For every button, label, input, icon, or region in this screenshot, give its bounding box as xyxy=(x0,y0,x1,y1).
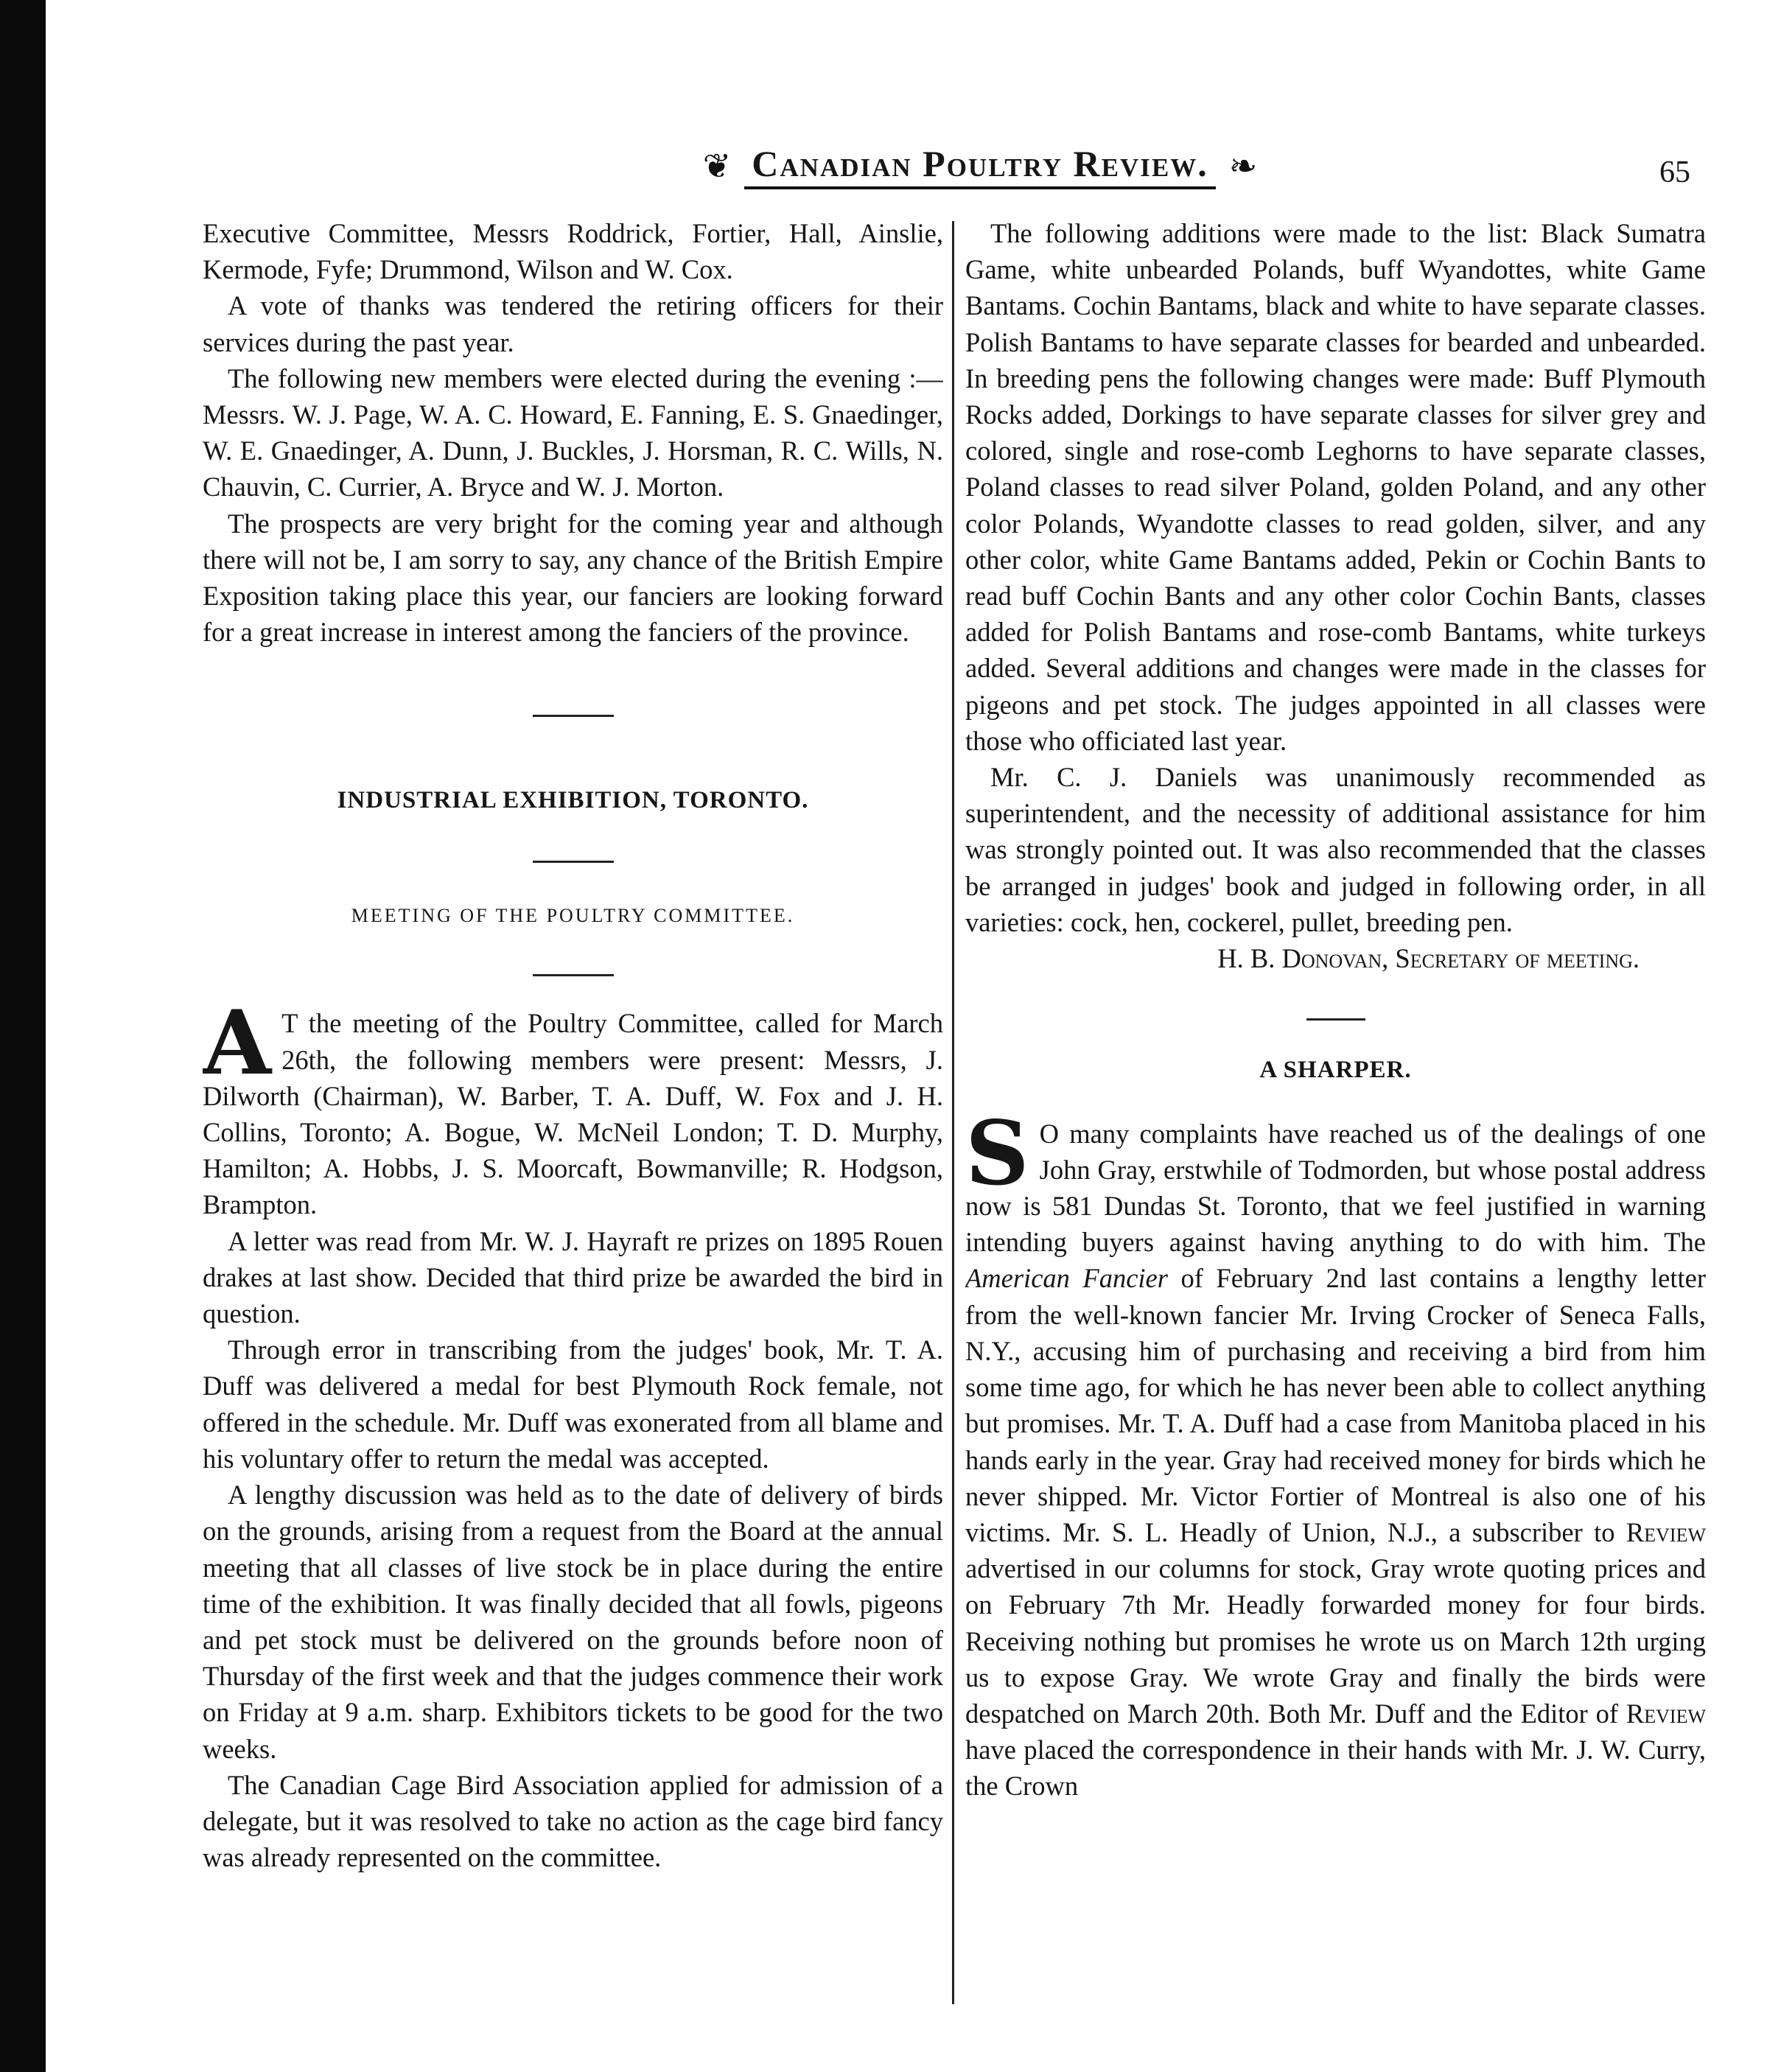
section-heading-sharper: A SHARPER. xyxy=(1259,1057,1412,1084)
right-paragraph-3-text-a: O many complaints have reached us of the dealings of one John Gray, erstwhile of Todmorden, but whose postal address now is 581 Dundas St. Toronto, that we feel justified in warning intending buyers against having anything to do with him. The xyxy=(965,1118,1706,1258)
masthead-title: Canadian Poultry Review. xyxy=(744,142,1215,189)
section-divider xyxy=(203,694,943,730)
dropcap-a: A xyxy=(203,991,272,1096)
right-paragraph-3-text-c: advertised in our columns for stock, Gray wrote quoting prices and on February 7th Mr. Headly forwarded money for four birds. Receiving nothing but promises he wrote us on March 12th urging us to expose Gray. We wrote Gray and finally the birds were despatched on March 20th. Both Mr. Duff and the Editor of xyxy=(965,1553,1706,1729)
section-divider xyxy=(203,841,943,877)
section-heading-exhibition: INDUSTRIAL EXHIBITION, TORONTO. xyxy=(337,786,809,813)
scan-edge-shadow xyxy=(0,0,46,2072)
right-paragraph-3-text-d: have placed the correspondence in their hands with Mr. J. W. Curry, the Crown xyxy=(965,1735,1706,1802)
ornament-left-icon: ❦ xyxy=(702,146,732,186)
left-paragraph-6: A letter was read from Mr. W. J. Hayraft re prizes on 1895 Rouen drakes at last show. Decided that third prize be awarded the bird in question. xyxy=(203,1225,943,1329)
left-paragraph-2: A vote of thanks was tendered the retiring officers for their services during the past year. xyxy=(203,290,943,357)
section-divider xyxy=(203,954,943,990)
masthead xyxy=(663,136,1297,195)
right-paragraph-2: Mr. C. J. Daniels was unanimously recommended as superintendent, and the necessity of additional assistance for him was strongly pointed out. It was also recommended that the classes be arranged in judges' book and judged in following order, in all varieties: cock, hen, cockerel, pullet, breeding pen. xyxy=(965,762,1706,937)
left-paragraph-8: A lengthy discussion was held as to the date of delivery of birds on the grounds, arising from a request from the Board at the annual meeting that all classes of live stock be in place during the entire time of the exhibition. It was finally decided that all fowls, pigeons and pet stock must be delivered on the grounds before noon of Thursday of the first week and that the judges commence their work on Friday at 9 a.m. sharp. Exhibitors tickets to be good for the two weeks. xyxy=(203,1480,943,1764)
left-paragraph-7: Through error in transcribing from the judges' book, Mr. T. A. Duff was delivered a medal for best Plymouth Rock female, not offered in the schedule. Mr. Duff was exonerated from all blame and his voluntary offer to return the medal was accepted. xyxy=(203,1334,943,1474)
section-subheading-meeting: MEETING OF THE POULTRY COMMITTEE. xyxy=(351,905,795,927)
left-paragraph-3: The following new members were elected during the evening :—Messrs. W. J. Page, W. A. C. Howard, E. Fanning, E. S. Gnaedinger, W. E. Gnaedinger, A. Dunn, J. Buckles, J. Horsman, R. C. Wills, N. Chauvin, C. Currier, A. Bryce and W. J. Morton. xyxy=(203,363,943,503)
left-paragraph-5 xyxy=(203,991,943,1222)
section-divider xyxy=(965,998,1706,1035)
dropcap-s: S xyxy=(965,1101,1029,1205)
publication-title: American Fancier xyxy=(965,1263,1168,1294)
review-smallcaps: Review xyxy=(1626,1698,1706,1729)
left-column xyxy=(203,215,943,2013)
right-column xyxy=(965,215,1706,2013)
ornament-right-icon: ❧ xyxy=(1228,146,1258,186)
column-rule xyxy=(952,221,954,2004)
left-paragraph-1: Executive Committee, Messrs Roddrick, Fortier, Hall, Ainslie, Kermode, Fyfe; Drummond, Wilson and W. Cox. xyxy=(203,218,943,285)
right-paragraph-1: The following additions were made to the list: Black Sumatra Game, white unbearded Polands, buff Wyandottes, white Game Bantams. Cochin Bantams, black and white to have separate classes. Polish Bantams to have separate classes for bearded and unbearded. In breeding pens the following changes were made: Buff Plymouth Rocks added, Dorkings to have separate classes for silver grey and colored, single and rose-comb Leghorns to have separate classes, Poland classes to read silver Poland, golden Poland, and any other color Polands, Wyandotte classes to read golden, silver, and any other color, white Game Bantams added, Pekin or Cochin Bants to read buff Cochin Bants and any other color Cochin Bants, classes added for Polish Bantams and rose-comb Bantams, white turkeys added. Several additions and changes were made in the classes for pigeons and pet stock. The judges appointed in all classes were those who officiated last year. xyxy=(965,218,1706,756)
review-smallcaps: Review xyxy=(1626,1516,1706,1547)
left-paragraph-5-text: T the meeting of the Poultry Committee, called for March 26th, the following members were present: Messrs, J. Dilworth (Chairman), W. Barber, T. A. Duff, W. Fox and J. H. Collins, Toronto; A. Bogue, W. McNeil London; T. D. Murphy, Hamilton; A. Hobbs, J. S. Moorcaft, Bowmanville; R. Hodgson, Brampton. xyxy=(203,1008,943,1220)
left-paragraph-4: The prospects are very bright for the coming year and although there will not be, I am sorry to say, any chance of the British Empire Exposition taking place this year, our fanciers are looking forward for a great increase in interest among the fanciers of the province. xyxy=(203,508,943,648)
right-paragraph-3-text-b: of February 2nd last contains a lengthy letter from the well-known fancier Mr. Irving Crocker of Seneca Falls, N.Y., accusing him of purchasing and receiving a bird from him some time ago, for which he has never been able to collect anything but promises. Mr. T. A. Duff had a case from Manitoba placed in his hands early in the year. Gray had received money for birds which he never shipped. Mr. Victor Fortier of Montreal is also one of his victims. Mr. S. L. Headly of Union, N.J., a subscriber to xyxy=(965,1263,1706,1547)
secretary-signature: H. B. Donovan, Secretary of meeting. xyxy=(1217,943,1640,974)
left-paragraph-9: The Canadian Cage Bird Association applied for admission of a delegate, but it was resolved to take no action as the cage bird fancy was already represented on the committee. xyxy=(203,1769,943,1873)
page-number: 65 xyxy=(1659,155,1690,189)
right-paragraph-3 xyxy=(965,1101,1706,1805)
